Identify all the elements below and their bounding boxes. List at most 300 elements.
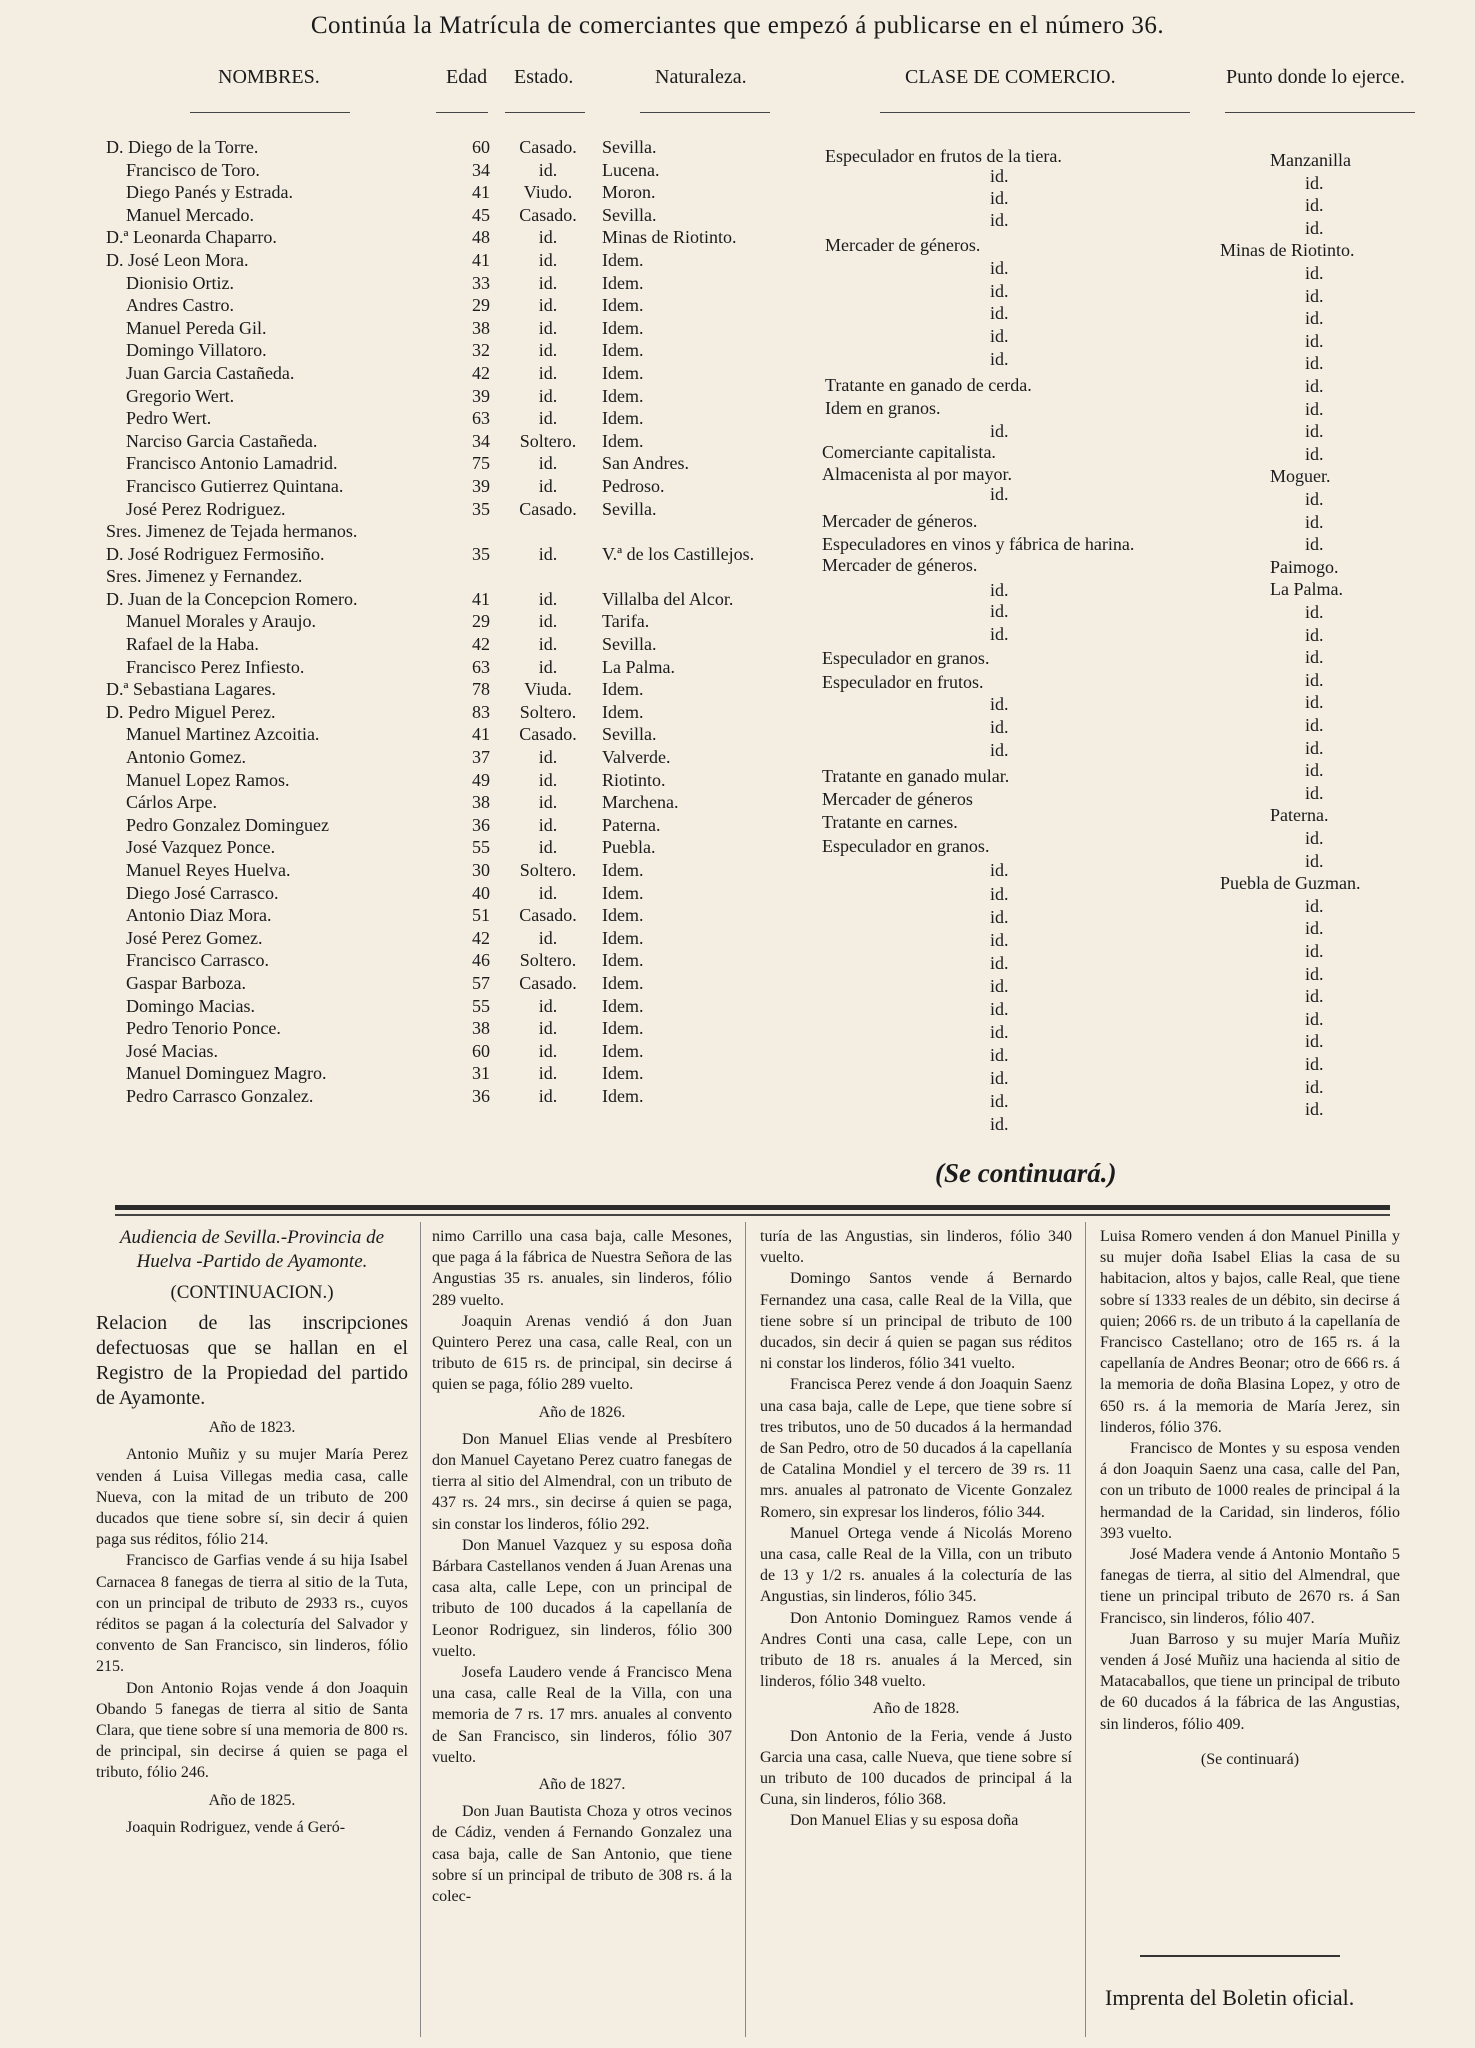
year-heading: Año de 1826. bbox=[538, 1403, 626, 1421]
row-a-6: 33 bbox=[472, 272, 490, 293]
place-22: id. bbox=[1305, 647, 1324, 668]
row-o-13: Idem. bbox=[602, 430, 644, 451]
trade-4: Mercader de géneros. bbox=[825, 235, 981, 255]
row-a-7: 29 bbox=[472, 295, 490, 316]
trade-41: id. bbox=[990, 1091, 1009, 1111]
trade-9: id. bbox=[990, 349, 1009, 369]
row-n-36: Francisco Carrasco. bbox=[126, 950, 269, 971]
entry-paragraph: José Madera vende á Antonio Montaño 5 fanegas de tierra, al sitio del Almendral, que tiene un principal tributo de 2670 rs. á San Francisco, sin linderos, fólio 407. bbox=[1100, 1546, 1400, 1627]
trade-30: Especulador en granos. bbox=[822, 836, 990, 856]
row-n-0: D. Diego de la Torre. bbox=[106, 137, 259, 157]
row-o-6: Idem. bbox=[602, 272, 644, 293]
row-n-38: Domingo Macias. bbox=[126, 995, 255, 1016]
trade-1: id. bbox=[990, 166, 1009, 186]
row-o-11: Idem. bbox=[602, 385, 644, 406]
trade-26: id. bbox=[990, 740, 1009, 760]
row-o-20: Villalba del Alcor. bbox=[602, 588, 734, 609]
row-n-35: José Perez Gomez. bbox=[126, 927, 263, 948]
row-a-25: 83 bbox=[472, 701, 490, 722]
place-27: id. bbox=[1305, 760, 1324, 781]
row-a-36: 46 bbox=[472, 950, 490, 971]
place-7: id. bbox=[1305, 308, 1324, 329]
column-divider bbox=[1085, 1222, 1086, 2037]
row-o-27: Valverde. bbox=[602, 747, 671, 768]
row-s-28: id. bbox=[538, 769, 558, 790]
trade-5: id. bbox=[990, 258, 1009, 278]
place-26: id. bbox=[1305, 737, 1324, 758]
row-a-31: 55 bbox=[472, 837, 490, 858]
row-s-9: id. bbox=[538, 340, 558, 361]
row-s-42: id. bbox=[538, 1085, 558, 1106]
row-o-25: Idem. bbox=[602, 701, 644, 722]
row-o-36: Idem. bbox=[602, 950, 644, 971]
section-rule bbox=[115, 1205, 1390, 1210]
page-title: Continúa la Matrícula de comerciantes que empezó á publicarse en el número 36. bbox=[310, 12, 1165, 39]
row-a-1: 34 bbox=[472, 159, 490, 180]
row-o-8: Idem. bbox=[602, 317, 644, 338]
row-n-26: Manuel Martinez Azcoitia. bbox=[126, 724, 320, 745]
row-s-24: Viuda. bbox=[524, 679, 572, 700]
row-s-13: Soltero. bbox=[519, 430, 577, 451]
entry-paragraph: Josefa Laudero vende á Francisco Mena una casa, calle Real de la Villa, con una memoria de 7 rs. 17 mrs. anuales al convento de San Francisco, sin linderos, fólio 307 vuelto. bbox=[432, 1664, 732, 1766]
row-a-27: 37 bbox=[472, 747, 490, 768]
column-divider bbox=[745, 1222, 746, 2037]
continued-note: (Se continuará.) bbox=[935, 1158, 1117, 1188]
trade-33: id. bbox=[990, 907, 1009, 927]
row-a-33: 40 bbox=[472, 882, 490, 903]
row-s-41: id. bbox=[538, 1063, 558, 1084]
header-rule bbox=[640, 112, 770, 113]
row-o-7: Idem. bbox=[602, 295, 644, 316]
entry-paragraph: Don Juan Bautista Choza y otros vecinos de Cádiz, venden á Fernando Gonzalez una casa baja, calle de San Antonio, que tiene sobre sí un principal de tributo de 308 rs. á la colec- bbox=[432, 1803, 732, 1906]
row-n-19: Sres. Jimenez y Fernandez. bbox=[106, 566, 303, 587]
trade-34: id. bbox=[990, 930, 1009, 950]
place-42: id. bbox=[1305, 1099, 1324, 1120]
place-16: id. bbox=[1305, 511, 1324, 532]
row-n-22: Rafael de la Haba. bbox=[126, 634, 259, 655]
entry-paragraph: Luisa Romero venden á don Manuel Pinilla y su mujer doña Isabel Elias la casa de su habitacion, altos y bajos, calle Real, que tiene sobre sí 1333 reales de un débito, sin decirse á quien; 2066 rs. de un tributo á la capellanía de Francisco Castellano; otro de 165 rs. á la capellanía de Andres Beonar; otro de 666 rs. á la memoria de doña Blasina Lopez, y otro de 650 rs. á la memoria de María Jerez, sin linderos, fólio 376. bbox=[1100, 1228, 1400, 1436]
row-a-12: 63 bbox=[472, 408, 490, 429]
place-4: Minas de Riotinto. bbox=[1220, 240, 1355, 261]
trade-21: id. bbox=[990, 624, 1009, 644]
place-25: id. bbox=[1305, 715, 1324, 735]
text-column-2 bbox=[432, 1226, 732, 1907]
place-40: id. bbox=[1305, 1054, 1324, 1074]
row-a-34: 51 bbox=[472, 905, 490, 926]
trade-17: Especuladores en vinos y fábrica de harina. bbox=[822, 534, 1135, 554]
trade-10: Tratante en ganado de cerda. bbox=[825, 375, 1032, 395]
trade-14: Almacenista al por mayor. bbox=[822, 464, 1012, 484]
row-s-5: id. bbox=[538, 249, 558, 270]
trade-35: id. bbox=[990, 953, 1009, 973]
trade-13: Comerciante capitalista. bbox=[822, 442, 996, 462]
row-s-35: id. bbox=[538, 927, 558, 948]
entry-paragraph: Juan Barroso y su mujer María Muñiz venden á José Muñiz una hacienda al sitio de Matacaballos, que tiene un principal de tributo de 60 ducados á la fábrica de las Angustias, sin linderos, fólio 409. bbox=[1100, 1630, 1400, 1733]
trade-29: Tratante en carnes. bbox=[822, 812, 958, 832]
row-s-7: id. bbox=[538, 295, 558, 316]
text-column-4 bbox=[1100, 1226, 1400, 1776]
row-n-25: D. Pedro Miguel Perez. bbox=[106, 701, 276, 722]
row-n-42: Pedro Carrasco Gonzalez. bbox=[126, 1085, 314, 1106]
row-a-9: 32 bbox=[472, 340, 490, 361]
place-2: id. bbox=[1305, 195, 1324, 216]
row-n-11: Gregorio Wert. bbox=[126, 385, 235, 406]
row-s-8: id. bbox=[538, 317, 558, 338]
row-o-3: Sevilla. bbox=[602, 204, 657, 225]
header-rule bbox=[436, 112, 488, 113]
place-5: id. bbox=[1305, 263, 1324, 283]
row-n-39: Pedro Tenorio Ponce. bbox=[126, 1018, 281, 1039]
row-s-36: Soltero. bbox=[519, 950, 577, 971]
row-s-23: id. bbox=[538, 656, 558, 677]
place-12: id. bbox=[1305, 421, 1324, 442]
trade-7: id. bbox=[990, 303, 1009, 323]
row-s-3: Casado. bbox=[519, 204, 577, 225]
trade-22: Especulador en granos. bbox=[822, 648, 990, 668]
row-n-3: Manuel Mercado. bbox=[126, 204, 254, 225]
trade-23: Especulador en frutos. bbox=[822, 672, 984, 692]
row-s-22: id. bbox=[538, 634, 558, 655]
entry-paragraph: Francisca Perez vende á don Joaquin Saenz una casa baja, calle de Lepe, que tiene sobre sí tres tributos, uno de 50 ducados á la hermandad de San Pedro, otro de 50 ducados á la capellanía de Catalina Mondiel y el tercero de 39 rs. 11 mrs. anuales al patronato de Vicente Gonzalez Romero, sin expresar los linderos, fólio 344. bbox=[760, 1376, 1072, 1521]
continued-note: (Se continuará) bbox=[1200, 1750, 1300, 1768]
entry-paragraph: Don Manuel Vazquez y su esposa doña Bárbara Castellanos venden á Juan Arenas una casa alta, calle Lepe, con un principal de tributo de 100 ducados á la capellanía de Leonor Rodriguez, sin linderos, fólio 300 vuelto. bbox=[432, 1536, 732, 1660]
place-23: id. bbox=[1305, 669, 1324, 690]
entry-paragraph: Joaquin Arenas vendió á don Juan Quintero Perez una casa, calle Real, con un tributo de 615 rs. de principal, sin decirse á quien se paga, fólio 289 vuelto. bbox=[432, 1312, 732, 1394]
year-heading: Año de 1827. bbox=[538, 1776, 626, 1794]
place-18: Paimogo. bbox=[1270, 556, 1339, 577]
place-28: id. bbox=[1305, 782, 1324, 803]
trade-31: id. bbox=[990, 860, 1009, 880]
row-n-1: Francisco de Toro. bbox=[126, 159, 260, 180]
row-s-21: id. bbox=[538, 611, 558, 632]
row-a-2: 41 bbox=[472, 182, 490, 203]
row-o-35: Idem. bbox=[602, 927, 644, 948]
column-divider bbox=[420, 1222, 421, 2037]
trade-6: id. bbox=[990, 281, 1009, 301]
entry-paragraph: Manuel Ortega vende á Nicolás Moreno una casa, calle Real de la Villa, con un tributo de 13 y 1/2 rs. anuales á la colecturía de las Angustias, sin linderos, fólio 345. bbox=[760, 1524, 1072, 1606]
row-s-1: id. bbox=[538, 159, 558, 180]
row-s-20: id. bbox=[538, 588, 558, 609]
row-n-17: Sres. Jimenez de Tejada hermanos. bbox=[106, 521, 358, 542]
row-n-8: Manuel Pereda Gil. bbox=[126, 317, 267, 338]
row-s-33: id. bbox=[538, 882, 558, 903]
row-o-0: Sevilla. bbox=[602, 137, 657, 157]
row-n-7: Andres Castro. bbox=[126, 295, 234, 316]
row-a-35: 42 bbox=[472, 927, 490, 948]
header-origin: Naturaleza. bbox=[655, 66, 747, 88]
text-column-3 bbox=[760, 1226, 1072, 1832]
trade-40: id. bbox=[990, 1068, 1009, 1088]
place-33: id. bbox=[1305, 895, 1324, 916]
place-3: id. bbox=[1305, 217, 1324, 238]
row-o-38: Idem. bbox=[602, 995, 644, 1016]
place-20: id. bbox=[1305, 602, 1324, 622]
row-a-11: 39 bbox=[472, 385, 490, 406]
header-state: Estado. bbox=[514, 66, 574, 88]
row-n-30: Pedro Gonzalez Dominguez bbox=[126, 814, 329, 835]
row-n-37: Gaspar Barboza. bbox=[126, 972, 246, 993]
row-a-15: 39 bbox=[472, 475, 490, 496]
row-a-24: 78 bbox=[472, 679, 490, 700]
row-s-30: id. bbox=[538, 814, 558, 835]
row-s-39: id. bbox=[538, 1018, 558, 1039]
trade-36: id. bbox=[990, 976, 1009, 996]
row-a-14: 75 bbox=[472, 453, 490, 474]
row-o-40: Idem. bbox=[602, 1040, 644, 1061]
trade-15: id. bbox=[990, 484, 1009, 504]
place-38: id. bbox=[1305, 1008, 1324, 1029]
row-s-14: id. bbox=[538, 453, 558, 474]
place-9: id. bbox=[1305, 353, 1324, 374]
place-6: id. bbox=[1305, 285, 1324, 306]
row-s-17 bbox=[508, 520, 588, 543]
entry-paragraph: Domingo Santos vende á Bernardo Fernandez una casa, calle Real de la Villa, que tiene sobre sí un principal de tributo de 100 ducados, sin decir á quien se pagan sus réditos ni constar los linderos, fólio 341 vuelto. bbox=[760, 1270, 1072, 1373]
row-o-21: Tarifa. bbox=[602, 611, 650, 632]
place-37: id. bbox=[1305, 986, 1324, 1007]
row-n-28: Manuel Lopez Ramos. bbox=[126, 769, 290, 790]
entry-paragraph: Francisco de Garfias vende á su hija Isabel Carnacea 8 fanegas de tierra al sitio de la Tuta, con un principal de tributo de 2933 rs., cuyos réditos se pagan á la colecturía del Salvador y convento de San Francisco, sin linderos, fólio 215. bbox=[96, 1552, 408, 1676]
trade-42: id. bbox=[990, 1114, 1009, 1134]
header-rule bbox=[1225, 112, 1415, 113]
row-n-16: José Perez Rodriguez. bbox=[126, 498, 286, 519]
row-s-15: id. bbox=[538, 475, 558, 496]
row-s-32: Soltero. bbox=[519, 860, 577, 880]
entry-paragraph: Don Antonio Rojas vende á don Joaquin Obando 5 fanegas de tierra al sitio de Santa Clara, que tiene sobre sí una memoria de 800 rs. de principal, sin decirse á quien se paga el tributo, fólio 246. bbox=[96, 1679, 408, 1782]
row-n-31: José Vazquez Ponce. bbox=[126, 837, 276, 858]
header-place: Punto donde lo ejerce. bbox=[1226, 66, 1405, 88]
place-15: id. bbox=[1305, 489, 1324, 509]
row-o-24: Idem. bbox=[602, 679, 644, 700]
place-35: id. bbox=[1305, 941, 1324, 961]
place-17: id. bbox=[1305, 534, 1324, 555]
row-a-23: 63 bbox=[472, 656, 490, 677]
row-s-25: Soltero. bbox=[519, 701, 577, 722]
imprint: Imprenta del Boletin oficial. bbox=[1105, 1985, 1355, 2010]
entry-paragraph: nimo Carrillo una casa baja, calle Mesones, que paga á la fábrica de Nuestra Señora de las Angustias 35 rs. anuales, sin linderos, fólio 289 vuelto. bbox=[432, 1228, 732, 1309]
row-s-6: id. bbox=[538, 272, 558, 293]
trade-3: id. bbox=[990, 210, 1009, 230]
row-n-9: Domingo Villatoro. bbox=[126, 340, 267, 361]
row-o-33: Idem. bbox=[602, 882, 644, 903]
trade-18: Mercader de géneros. bbox=[822, 555, 978, 575]
entry-paragraph: Joaquin Rodriguez, vende á Geró- bbox=[126, 1818, 346, 1836]
row-n-29: Cárlos Arpe. bbox=[126, 792, 217, 813]
row-o-34: Idem. bbox=[602, 905, 644, 926]
row-o-30: Paterna. bbox=[602, 814, 661, 835]
trade-25: id. bbox=[990, 717, 1009, 737]
row-a-17 bbox=[456, 520, 506, 543]
row-a-37: 57 bbox=[472, 972, 490, 993]
row-a-5: 41 bbox=[472, 249, 490, 270]
row-n-20: D. Juan de la Concepcion Romero. bbox=[106, 588, 358, 609]
place-36: id. bbox=[1305, 963, 1324, 984]
trade-38: id. bbox=[990, 1022, 1009, 1042]
row-n-34: Antonio Diaz Mora. bbox=[126, 905, 272, 926]
row-o-10: Idem. bbox=[602, 362, 644, 383]
row-n-10: Juan Garcia Castañeda. bbox=[126, 362, 295, 383]
row-o-32: Idem. bbox=[602, 860, 644, 880]
row-n-2: Diego Panés y Estrada. bbox=[126, 182, 293, 203]
relation-title: Relacion de las inscripciones defectuosas que se hallan en el Registro de la Propiedad del partido de Ayamonte. bbox=[96, 1312, 408, 1410]
row-a-42: 36 bbox=[472, 1085, 490, 1106]
row-n-41: Manuel Dominguez Magro. bbox=[126, 1063, 327, 1084]
year-heading: Año de 1828. bbox=[872, 1700, 960, 1718]
place-41: id. bbox=[1305, 1076, 1324, 1097]
row-n-33: Diego José Carrasco. bbox=[126, 882, 279, 903]
trade-16: Mercader de géneros. bbox=[822, 511, 978, 531]
header-rule bbox=[505, 112, 585, 113]
row-a-38: 55 bbox=[472, 995, 490, 1016]
place-19: La Palma. bbox=[1270, 579, 1343, 600]
row-o-12: Idem. bbox=[602, 408, 644, 429]
row-o-28: Riotinto. bbox=[602, 769, 666, 790]
continuation-label: (CONTINUACION.) bbox=[170, 1282, 334, 1303]
row-a-39: 38 bbox=[472, 1018, 490, 1039]
row-n-12: Pedro Wert. bbox=[126, 408, 212, 429]
place-11: id. bbox=[1305, 398, 1324, 419]
row-s-38: id. bbox=[538, 995, 558, 1016]
trade-0: Especulador en frutos de la tiera. bbox=[825, 146, 1062, 166]
row-n-6: Dionisio Ortiz. bbox=[126, 272, 234, 293]
age-column bbox=[456, 136, 506, 1108]
row-s-40: id. bbox=[538, 1040, 558, 1061]
row-o-4: Minas de Riotinto. bbox=[602, 227, 737, 248]
trade-37: id. bbox=[990, 999, 1009, 1019]
trade-24: id. bbox=[990, 694, 1009, 714]
origin-column bbox=[602, 136, 792, 1108]
row-a-28: 49 bbox=[472, 769, 490, 790]
row-o-9: Idem. bbox=[602, 340, 644, 361]
section-heading: Audiencia de Sevilla.-Provincia de Huelva -Partido de Ayamonte. bbox=[119, 1227, 385, 1272]
text-column-1 bbox=[96, 1226, 408, 1838]
row-s-10: id. bbox=[538, 362, 558, 383]
trade-32: id. bbox=[990, 884, 1009, 904]
entry-paragraph: Don Manuel Elias vende al Presbítero don Manuel Cayetano Perez cuatro fanegas de tierra al sitio del Almendral, con un tributo de 437 rs. 24 mrs., sin decirse á quien se paga, sin constar los linderos, fólio 292. bbox=[432, 1430, 732, 1533]
row-a-29: 38 bbox=[472, 792, 490, 813]
row-o-26: Sevilla. bbox=[602, 724, 657, 745]
row-a-19 bbox=[456, 565, 506, 588]
row-a-3: 45 bbox=[472, 204, 490, 225]
trade-28: Mercader de géneros bbox=[822, 789, 973, 809]
row-s-18: id. bbox=[538, 543, 558, 564]
place-0: Manzanilla bbox=[1270, 150, 1351, 170]
row-a-13: 34 bbox=[472, 430, 490, 451]
row-s-16: Casado. bbox=[519, 498, 577, 519]
place-39: id. bbox=[1305, 1031, 1324, 1052]
imprint-rule bbox=[1140, 1955, 1340, 1957]
trade-27: Tratante en ganado mular. bbox=[822, 766, 1010, 786]
trade-2: id. bbox=[990, 188, 1009, 208]
header-names: NOMBRES. bbox=[218, 66, 320, 88]
row-n-5: D. José Leon Mora. bbox=[106, 249, 249, 270]
trade-20: id. bbox=[990, 601, 1009, 621]
row-s-26: Casado. bbox=[519, 724, 577, 745]
row-s-2: Viudo. bbox=[523, 182, 573, 203]
row-s-12: id. bbox=[538, 408, 558, 429]
trade-39: id. bbox=[990, 1045, 1009, 1065]
row-a-32: 30 bbox=[472, 860, 490, 880]
entry-paragraph: Antonio Muñiz y su mujer María Perez venden á Luisa Villegas media casa, calle Nueva, con la mitad de un tributo de 200 ducados que tiene sobre sí, sin decir á quien paga sus réditos, fólio 214. bbox=[96, 1446, 408, 1549]
row-o-22: Sevilla. bbox=[602, 634, 657, 655]
header-trade: CLASE DE COMERCIO. bbox=[905, 66, 1116, 88]
row-o-17 bbox=[602, 520, 792, 543]
row-n-24: D.ª Sebastiana Lagares. bbox=[106, 679, 276, 700]
header-rule bbox=[190, 112, 350, 113]
row-s-0: Casado. bbox=[519, 137, 577, 157]
row-a-22: 42 bbox=[472, 634, 490, 655]
place-31: id. bbox=[1305, 850, 1324, 871]
place-21: id. bbox=[1305, 624, 1324, 645]
row-o-29: Marchena. bbox=[602, 792, 679, 813]
place-32: Puebla de Guzman. bbox=[1220, 873, 1361, 894]
row-s-11: id. bbox=[538, 385, 558, 406]
row-s-19 bbox=[508, 565, 588, 588]
header-rule bbox=[880, 112, 1190, 113]
row-a-18: 35 bbox=[472, 543, 490, 564]
row-o-18: V.ª de los Castillejos. bbox=[602, 543, 755, 564]
row-o-5: Idem. bbox=[602, 249, 644, 270]
row-a-40: 60 bbox=[472, 1040, 490, 1061]
row-o-39: Idem. bbox=[602, 1018, 644, 1039]
row-n-21: Manuel Morales y Araujo. bbox=[126, 611, 316, 632]
row-s-34: Casado. bbox=[519, 905, 577, 926]
row-o-2: Moron. bbox=[602, 182, 656, 203]
header-age: Edad bbox=[446, 66, 488, 88]
trade-11: Idem en granos. bbox=[825, 398, 941, 418]
row-o-42: Idem. bbox=[602, 1085, 644, 1106]
trade-12: id. bbox=[990, 421, 1009, 441]
names-column bbox=[106, 136, 446, 1108]
row-o-16: Sevilla. bbox=[602, 498, 657, 519]
row-s-4: id. bbox=[538, 227, 558, 248]
row-a-21: 29 bbox=[472, 611, 490, 632]
row-a-26: 41 bbox=[472, 724, 490, 745]
place-30: id. bbox=[1305, 828, 1324, 848]
year-heading: Año de 1823. bbox=[208, 1419, 296, 1437]
row-o-41: Idem. bbox=[602, 1063, 644, 1084]
row-a-20: 41 bbox=[472, 588, 490, 609]
row-s-31: id. bbox=[538, 837, 558, 858]
row-a-8: 38 bbox=[472, 317, 490, 338]
entry-paragraph: turía de las Angustias, sin linderos, fólio 340 vuelto. bbox=[760, 1228, 1072, 1267]
row-o-23: La Palma. bbox=[602, 656, 675, 677]
row-a-41: 31 bbox=[472, 1063, 490, 1084]
place-29: Paterna. bbox=[1270, 805, 1329, 826]
row-o-14: San Andres. bbox=[602, 453, 689, 474]
row-n-23: Francisco Perez Infiesto. bbox=[126, 656, 305, 677]
row-n-14: Francisco Antonio Lamadrid. bbox=[126, 453, 338, 474]
row-n-15: Francisco Gutierrez Quintana. bbox=[126, 475, 344, 496]
row-n-18: D. José Rodriguez Fermosiño. bbox=[106, 543, 325, 564]
place-8: id. bbox=[1305, 330, 1324, 351]
place-1: id. bbox=[1305, 172, 1324, 193]
row-s-37: Casado. bbox=[519, 972, 577, 993]
row-o-37: Idem. bbox=[602, 972, 644, 993]
row-a-4: 48 bbox=[472, 227, 490, 248]
row-a-30: 36 bbox=[472, 814, 490, 835]
entry-paragraph: Francisco de Montes y su esposa venden á don Joaquin Saenz una casa, calle del Pan, con un tributo de 1000 reales de principal á la hermandad de la Caridad, sin linderos, fólio 393 vuelto. bbox=[1100, 1440, 1400, 1542]
row-n-4: D.ª Leonarda Chaparro. bbox=[106, 227, 277, 248]
row-a-16: 35 bbox=[472, 498, 490, 519]
row-n-13: Narciso Garcia Castañeda. bbox=[126, 430, 318, 451]
place-10: id. bbox=[1305, 376, 1324, 396]
state-column bbox=[508, 136, 588, 1108]
place-13: id. bbox=[1305, 443, 1324, 464]
row-o-1: Lucena. bbox=[602, 159, 660, 180]
row-a-10: 42 bbox=[472, 362, 490, 383]
section-rule bbox=[115, 1214, 1390, 1216]
entry-paragraph: Don Antonio Dominguez Ramos vende á Andres Conti una casa, calle Lepe, con un tributo de 18 rs. anuales á la Merced, sin linderos, fólio 348 vuelto. bbox=[760, 1609, 1072, 1691]
